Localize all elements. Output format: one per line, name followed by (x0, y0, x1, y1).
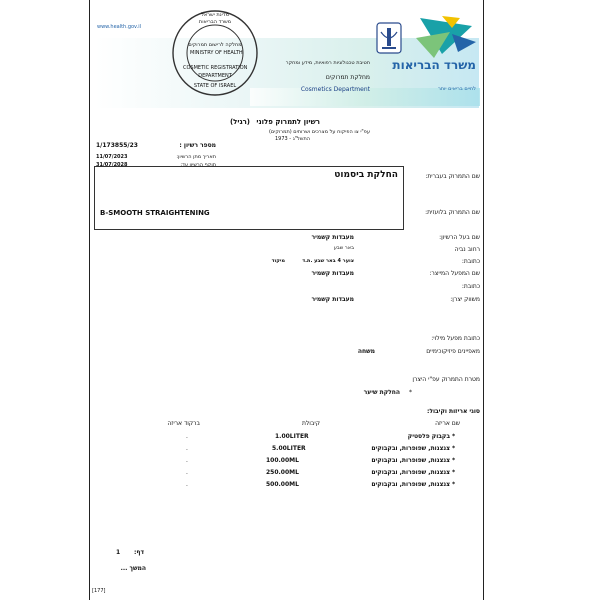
stamp-line-1: מדינת ישראל (201, 12, 229, 18)
marketer-name: מעבדות קשמיר (311, 296, 354, 303)
product-name-he-label: שם התמרוק בעברית: (425, 173, 480, 180)
holder-street: רחוב נביה (454, 246, 480, 253)
features-label: מאפיינים פיזיקוכימיים (426, 348, 480, 355)
stamp-line-6: DEPARTMENT (198, 73, 232, 79)
zip-label: מיקוד (271, 258, 285, 264)
packaging-bullet: * (452, 481, 456, 488)
stamp-line-7: STATE OF ISRAEL (193, 83, 237, 89)
packaging-title: סוגי אריזות וקיבול: (426, 408, 480, 415)
stamp-line-4: MINISTRY OF HEALTH (190, 50, 243, 56)
packaging-capacity: 250.00ML (266, 469, 299, 476)
website-url[interactable]: www.health.gov.il (97, 24, 141, 30)
packaging-type: צנצנות, שפופרות, ובקבוקים (371, 445, 450, 452)
document-code: [177] (92, 588, 106, 594)
page-number: 1 (116, 549, 121, 556)
right-border (483, 0, 484, 600)
continued-label: המשך ... (120, 565, 146, 572)
law-line-1: עפ"י צו הפיקוח על מצרכים ושרותים (תמרוקים) (268, 129, 370, 135)
page-label: דף: (134, 549, 144, 556)
department-he: מחלקת תמרוקים (325, 74, 370, 81)
issue-date-label: תאריך מתן הרשיון: (176, 154, 216, 160)
packaging-barcode: . (186, 433, 188, 440)
ministry-logo (412, 14, 478, 60)
law-line-2: התשל"ג - 1973 (274, 136, 310, 142)
department-en: Cosmetics Department (300, 86, 370, 93)
packaging-type: צנצנות, שפופרות, ובקבוקים (371, 469, 450, 476)
division-name: חטיבת טכנולוגיות רפואיות, מידע ומחקר (285, 60, 370, 66)
holder-address: צוער 4 באר שבע .ת.ד (302, 258, 354, 264)
filling-address-label: כתובת מפעל מילוי: (431, 335, 480, 342)
packaging-type: צנצנות, שפופרות, ובקבוקים (371, 481, 450, 488)
holder-label: שם בעל הרשיון: (439, 234, 480, 241)
packaging-capacity: 1.00LITER (275, 433, 309, 440)
packaging-barcode: . (186, 457, 188, 464)
stamp-line-2: משרד הבריאות (198, 19, 232, 25)
manufacturer-name: מעבדות קשמיר (311, 270, 354, 277)
packaging-bullet: * (452, 457, 456, 464)
packaging-bullet: * (452, 433, 456, 440)
manufacturer-address-label: כתובת: (461, 283, 480, 290)
address-label: כתובת: (461, 258, 480, 265)
stamp-line-3: מחלקה לרישום תמרוקים (188, 42, 242, 48)
product-name-he: החלקת ביסמוט (334, 170, 398, 180)
packaging-header-capacity: קיבולת (301, 420, 320, 427)
packaging-header-type: שם אריזה (435, 420, 460, 427)
packaging-barcode: . (186, 481, 188, 488)
purpose-value: החלקת שיער (363, 389, 400, 396)
packaging-capacity: 100.00ML (266, 457, 299, 464)
holder-city: באר שבע (333, 245, 354, 251)
packaging-bullet: * (452, 469, 456, 476)
marketer-label: משווק יצרן: (450, 296, 480, 303)
purpose-label: מטרת התמרוק עפ"י היצרן (412, 376, 480, 383)
product-name-en-label: שם התמרוק בלועזית: (425, 209, 480, 216)
packaging-type: צנצנות, שפופרות, ובקבוקים (371, 457, 450, 464)
product-name-en: B-SMOOTH STRAIGHTENING (100, 209, 210, 217)
license-number-label: מספר רשיון : (179, 142, 216, 149)
packaging-capacity: 500.00ML (266, 481, 299, 488)
packaging-barcode: . (186, 445, 188, 452)
valid-date: 31/07/2028 (96, 162, 128, 168)
stamp-line-5: COSMETIC REGISTRATION (183, 65, 248, 71)
manufacturer-label: שם המפעל המייצר: (429, 270, 480, 277)
license-title: רשיון לתמרוק פלוני (256, 118, 320, 126)
packaging-header-barcode: ברקוד אריזה (167, 420, 200, 427)
purpose-bullet: * (409, 389, 412, 396)
packaging-type: בקבוק פלסטיק (407, 433, 450, 440)
valid-date-label: תוקף הרשיון עד: (180, 162, 216, 168)
packaging-bullet: * (452, 445, 456, 452)
ministry-tagline: לחיים בריאים יותר (437, 86, 476, 92)
ministry-name: משרד הבריאות (392, 58, 476, 72)
issue-date: 11/07/2023 (96, 154, 128, 160)
state-emblem-icon (376, 22, 402, 54)
packaging-barcode: . (186, 469, 188, 476)
holder-name: מעבדות קשמיר (311, 234, 354, 241)
left-border (89, 0, 90, 600)
license-type: (רגיל) (229, 118, 250, 126)
packaging-capacity: 5.00LITER (272, 445, 306, 452)
features-value: משחה (357, 348, 375, 355)
license-number: 1/173855/23 (96, 142, 138, 149)
